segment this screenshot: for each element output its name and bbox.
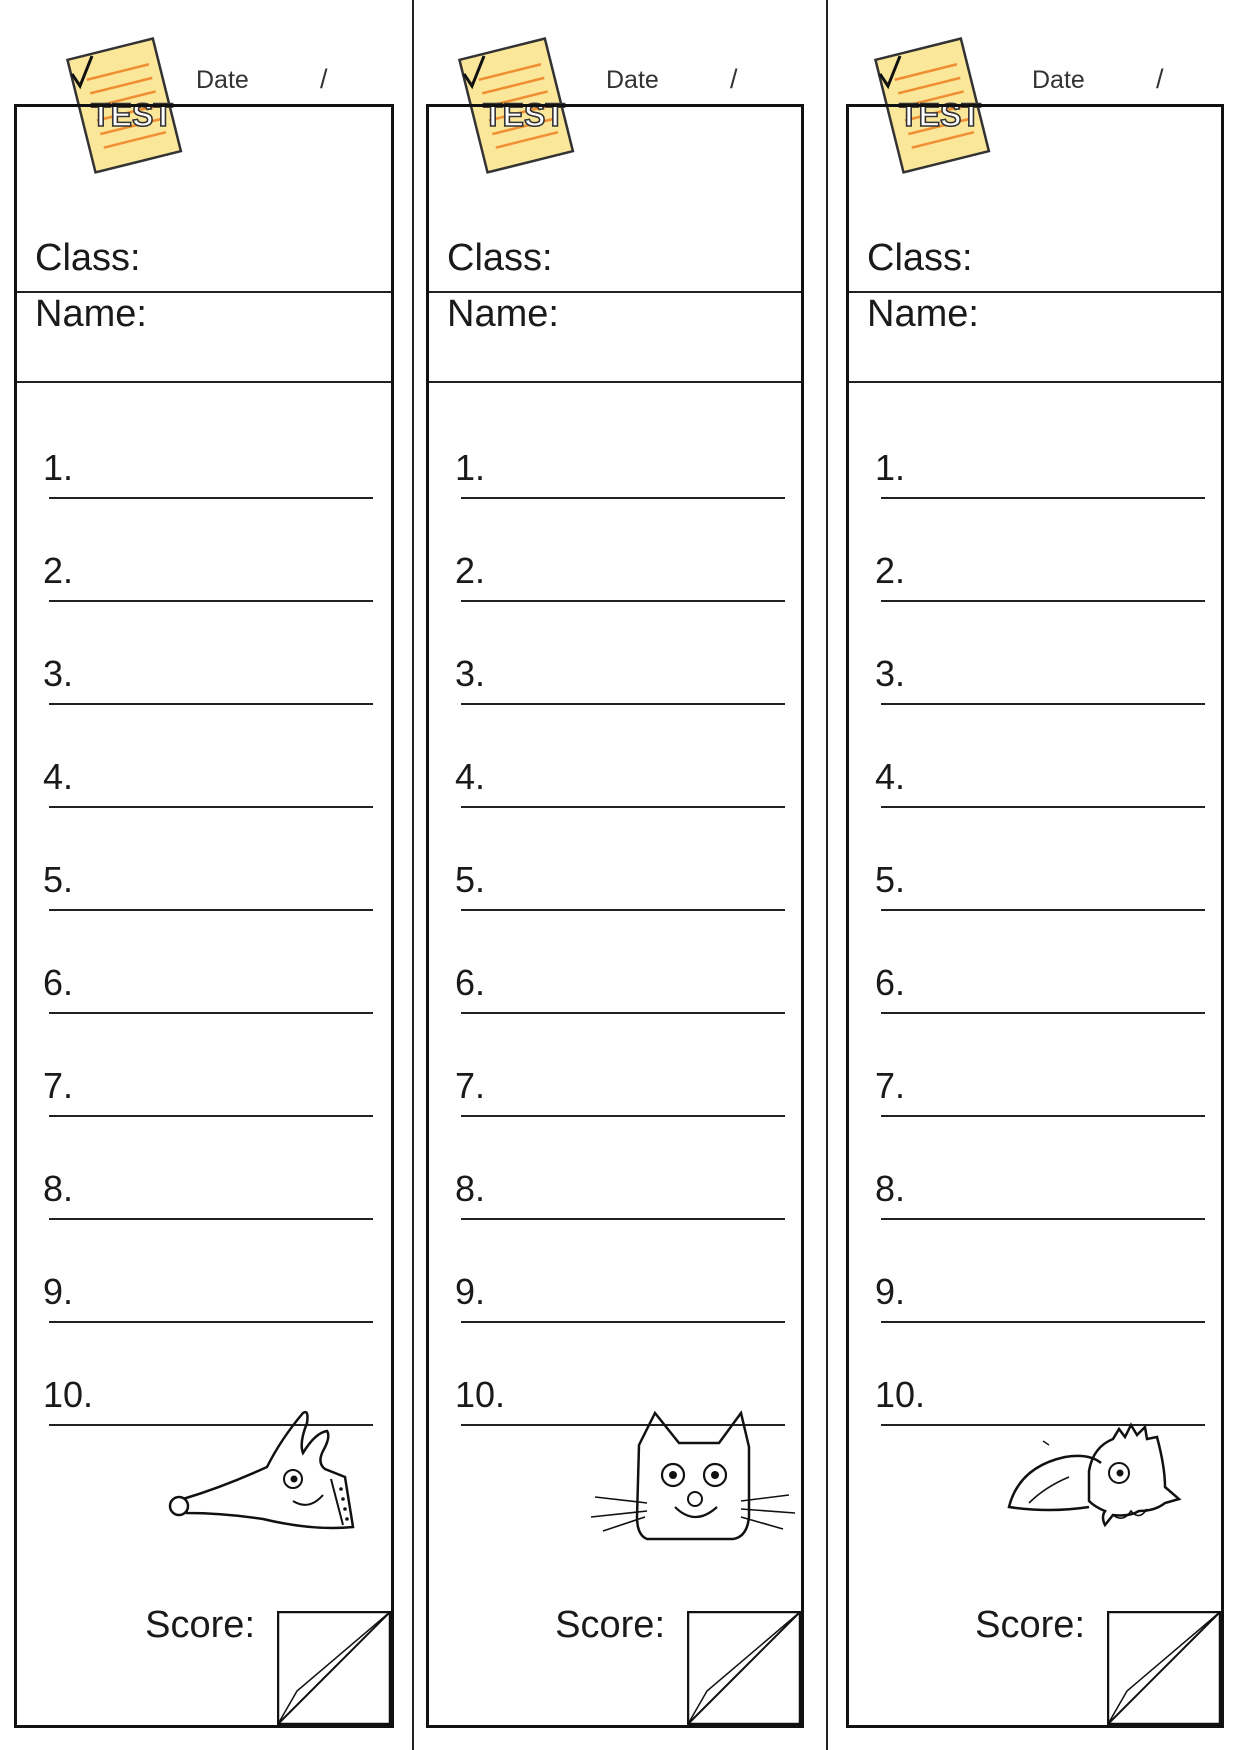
test-slip-3 [846, 0, 1230, 1750]
question-number: 6. [875, 962, 906, 1003]
answer-row[interactable] [17, 1221, 391, 1325]
column-divider [412, 0, 414, 1750]
answer-line[interactable] [49, 1012, 373, 1014]
question-number: 3. [43, 653, 74, 694]
divider-line [17, 381, 391, 383]
name-label: Name: [867, 293, 979, 335]
answer-row[interactable] [849, 809, 1223, 913]
date-separator: / [1156, 64, 1164, 94]
dog-icon [163, 1407, 377, 1557]
question-number: 7. [43, 1065, 74, 1106]
answer-row[interactable] [429, 1015, 803, 1119]
question-number: 9. [455, 1271, 486, 1312]
answer-box [846, 104, 1224, 1728]
answer-line[interactable] [49, 1218, 373, 1220]
answer-line[interactable] [881, 1012, 1205, 1014]
question-number: 4. [43, 756, 74, 797]
answer-line[interactable] [881, 806, 1205, 808]
answer-line[interactable] [49, 703, 373, 705]
question-number: 2. [455, 550, 486, 591]
question-number: 8. [43, 1168, 74, 1209]
test-slip-1 [14, 0, 398, 1750]
question-number: 10. [43, 1374, 94, 1415]
svg-text:TEST: TEST [483, 97, 565, 133]
svg-text:TEST: TEST [91, 97, 173, 133]
date-separator: / [320, 64, 328, 94]
answer-row[interactable] [849, 706, 1223, 810]
answer-box [426, 104, 804, 1728]
answer-row[interactable] [429, 706, 803, 810]
answer-line[interactable] [49, 497, 373, 499]
answer-row[interactable] [849, 1118, 1223, 1222]
answer-line[interactable] [881, 1218, 1205, 1220]
date-label: Date [1032, 66, 1085, 94]
answer-line[interactable] [49, 806, 373, 808]
divider-line [849, 381, 1221, 383]
question-number: 1. [875, 447, 906, 488]
class-label: Class: [35, 237, 141, 279]
answer-row[interactable] [849, 1015, 1223, 1119]
question-number: 6. [455, 962, 486, 1003]
answer-row[interactable] [17, 603, 391, 707]
question-number: 9. [43, 1271, 74, 1312]
answer-box [14, 104, 394, 1728]
question-number: 5. [875, 859, 906, 900]
answer-line[interactable] [881, 909, 1205, 911]
question-number: 7. [875, 1065, 906, 1106]
answer-line[interactable] [461, 497, 785, 499]
answer-line[interactable] [881, 600, 1205, 602]
score-box[interactable] [1107, 1611, 1221, 1725]
score-label: Score: [975, 1604, 1085, 1646]
question-number: 1. [455, 447, 486, 488]
answer-row[interactable] [429, 1221, 803, 1325]
answer-row[interactable] [429, 397, 803, 501]
answer-line[interactable] [461, 806, 785, 808]
answer-row[interactable] [17, 500, 391, 604]
question-number: 8. [455, 1168, 486, 1209]
bird-icon [989, 1407, 1203, 1557]
question-number: 3. [875, 653, 906, 694]
divider-line [429, 381, 801, 383]
answer-line[interactable] [461, 703, 785, 705]
answer-line[interactable] [461, 1012, 785, 1014]
answer-line[interactable] [461, 909, 785, 911]
answer-row[interactable] [17, 706, 391, 810]
question-number: 8. [875, 1168, 906, 1209]
answer-row[interactable] [17, 912, 391, 1016]
question-number: 6. [43, 962, 74, 1003]
class-label: Class: [447, 237, 553, 279]
date-separator: / [730, 64, 738, 94]
test-slip-2 [426, 0, 810, 1750]
question-number: 3. [455, 653, 486, 694]
question-number: 5. [455, 859, 486, 900]
date-label: Date [196, 66, 249, 94]
cat-icon [585, 1407, 799, 1557]
question-number: 9. [875, 1271, 906, 1312]
answer-line[interactable] [49, 600, 373, 602]
answer-row[interactable] [17, 1015, 391, 1119]
question-number: 5. [43, 859, 74, 900]
answer-line[interactable] [461, 1115, 785, 1117]
answer-row[interactable] [17, 809, 391, 913]
answer-line[interactable] [49, 1115, 373, 1117]
answer-line[interactable] [461, 1321, 785, 1323]
answer-line[interactable] [881, 1115, 1205, 1117]
answer-row[interactable] [429, 1118, 803, 1222]
answer-row[interactable] [849, 1221, 1223, 1325]
question-number: 10. [455, 1374, 506, 1415]
answer-row[interactable] [849, 603, 1223, 707]
question-number: 10. [875, 1374, 926, 1415]
score-box[interactable] [687, 1611, 801, 1725]
answer-row[interactable] [849, 397, 1223, 501]
answer-row[interactable] [17, 1118, 391, 1222]
question-number: 4. [875, 756, 906, 797]
column-divider [826, 0, 828, 1750]
answer-row[interactable] [849, 912, 1223, 1016]
answer-row[interactable] [429, 912, 803, 1016]
answer-line[interactable] [881, 1321, 1205, 1323]
answer-row[interactable] [849, 500, 1223, 604]
answer-row[interactable] [429, 603, 803, 707]
date-label: Date [606, 66, 659, 94]
name-label: Name: [447, 293, 559, 335]
answer-line[interactable] [461, 600, 785, 602]
svg-text:TEST: TEST [899, 97, 981, 133]
question-number: 4. [455, 756, 486, 797]
question-number: 7. [455, 1065, 486, 1106]
answer-line[interactable] [461, 1218, 785, 1220]
score-label: Score: [555, 1604, 665, 1646]
answer-row[interactable] [429, 809, 803, 913]
answer-line[interactable] [881, 497, 1205, 499]
answer-row[interactable] [429, 500, 803, 604]
question-number: 2. [43, 550, 74, 591]
question-number: 1. [43, 447, 74, 488]
score-box[interactable] [277, 1611, 391, 1725]
answer-line[interactable] [49, 909, 373, 911]
answer-row[interactable] [17, 397, 391, 501]
name-label: Name: [35, 293, 147, 335]
class-label: Class: [867, 237, 973, 279]
question-number: 2. [875, 550, 906, 591]
score-label: Score: [145, 1604, 255, 1646]
answer-line[interactable] [881, 703, 1205, 705]
answer-line[interactable] [49, 1321, 373, 1323]
